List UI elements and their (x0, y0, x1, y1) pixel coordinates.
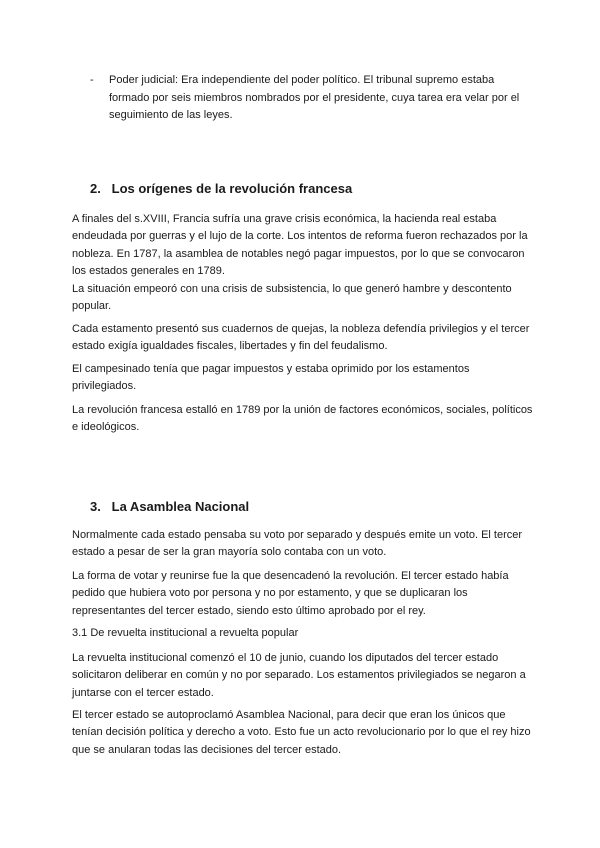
paragraph: El tercer estado se autoproclamó Asamblea Nacional, para decir que eran los únicos que tenían decisión política y derecho a voto. Esto fue un acto revolucionario por lo que el rey hizo que se anularan todas las decisiones del tercer estado. (72, 709, 531, 756)
paragraph: La revolución francesa estalló en 1789 por la unión de factores económicos, sociales, políticos e ideológicos. (72, 404, 533, 434)
paragraph: La situación empeoró con una crisis de subsistencia, lo que generó hambre y descontento popular. (72, 283, 512, 313)
paragraph: A finales del s.XVIII, Francia sufría una grave crisis económica, la hacienda real estaba endeudada por guerras y el lujo de la corte. Los intentos de reforma fueron rechazados por la nobleza. En 1787, la asamblea de notables negó pagar impuestos, por lo que se convocaron los estados generales en 1789. (72, 213, 528, 277)
list-item-text: Poder judicial: Era independiente del poder político. El tribunal supremo estaba formado por seis miembros nombrados por el presidente, cuya tarea era velar por el seguimiento de las leyes. (109, 74, 520, 121)
section-2-heading (90, 180, 352, 198)
section-3-title: La Asamblea Nacional (111, 499, 250, 514)
paragraph: Cada estamento presentó sus cuadernos de quejas, la nobleza defendía privilegios y el tercer estado exigía igualdades fiscales, libertades y fin del feudalismo. (72, 323, 530, 353)
paragraph: La revuelta institucional comenzó el 10 de junio, cuando los diputados del tercer estado solicitaron deliberar en común y no por separado. Los estamentos privilegiados se negaron a juntarse con el tercer estado. (72, 652, 526, 699)
section-2-title: Los orígenes de la revolución francesa (111, 181, 353, 196)
paragraph: Normalmente cada estado pensaba su voto por separado y después emite un voto. El tercer estado a pesar de ser la gran mayoría solo contaba con un voto. (72, 529, 523, 559)
list-item-poder-judicial (90, 72, 530, 125)
section-3-number: 3. (90, 499, 101, 514)
section-2-number: 2. (90, 181, 101, 196)
subsection-title: 3.1 De revuelta institucional a revuelta popular (72, 627, 299, 639)
paragraph: La forma de votar y reunirse fue la que desencadenó la revolución. El tercer estado había pedido que hubiera voto por persona y no por estamento, y que se duplicaran los representantes del tercer estado, siendo esto último aprobado por el rey. (72, 570, 509, 617)
list-bullet-dash: - (90, 74, 94, 86)
paragraph: El campesinado tenía que pagar impuestos y estaba oprimido por los estamentos privilegiados. (72, 363, 470, 393)
section-3-heading (90, 498, 249, 516)
